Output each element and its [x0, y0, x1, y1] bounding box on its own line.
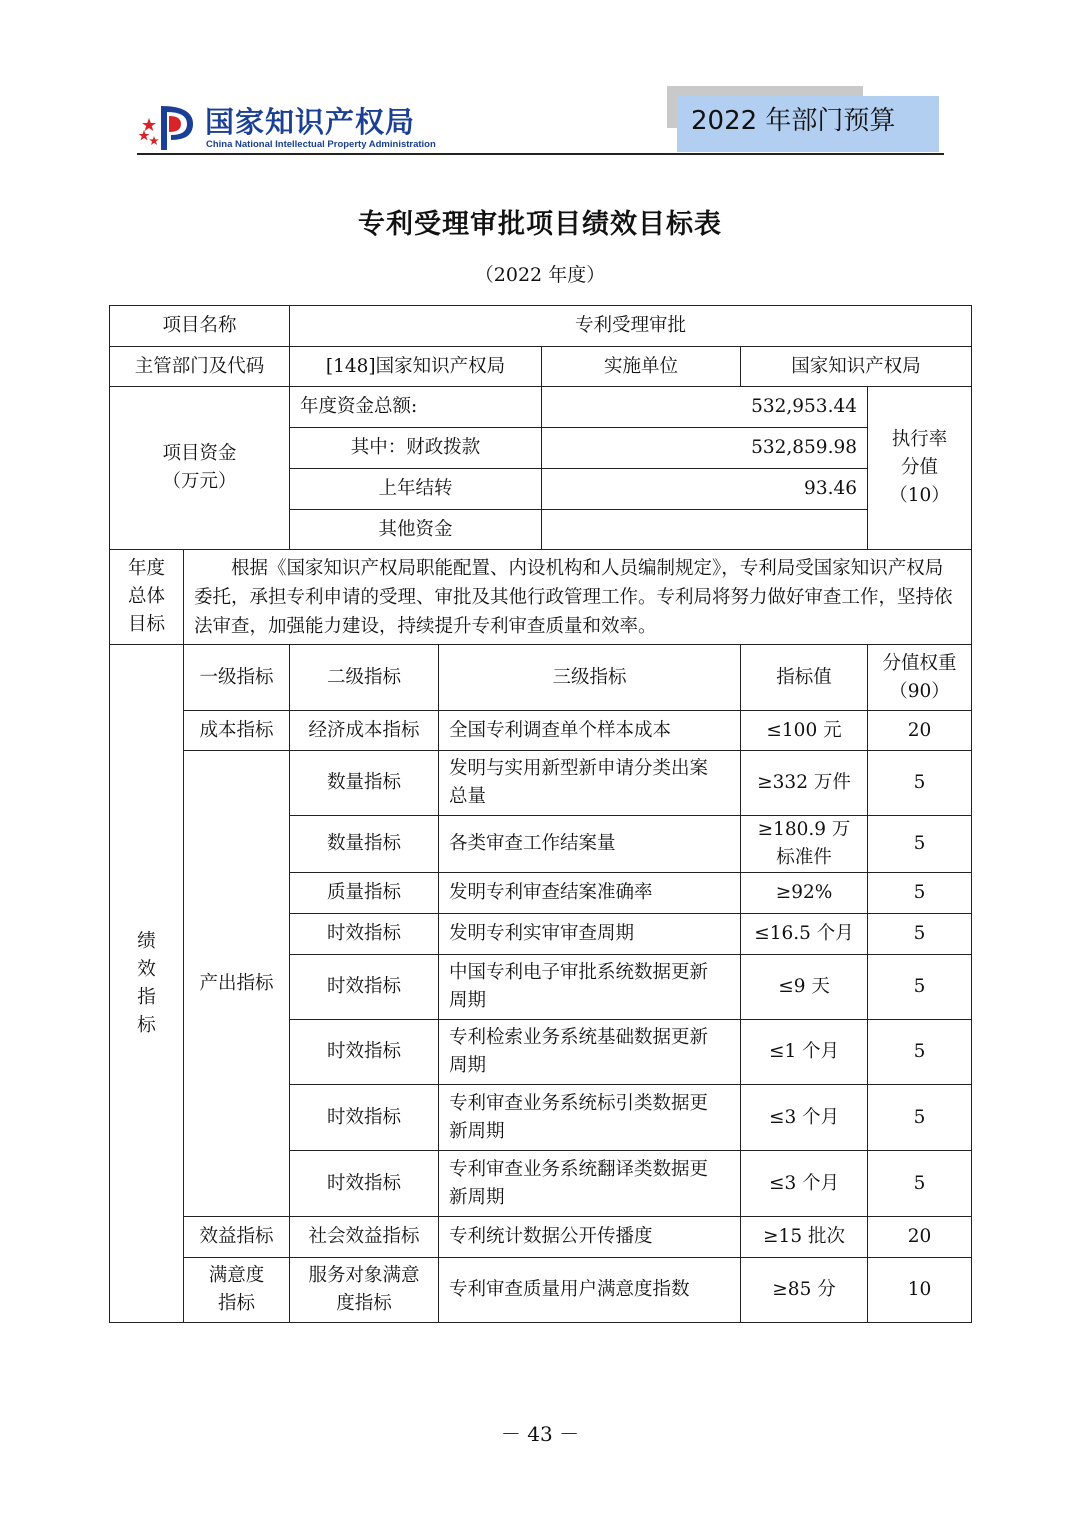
value-cell: ≥332 万件 [741, 751, 868, 816]
level2-cell: 社会效益指标 [290, 1217, 439, 1258]
value-cell [741, 816, 868, 873]
level3-line-1: 中国专利电子审批系统数据更新 [449, 962, 709, 983]
side-char-3: 指 [137, 986, 156, 1008]
value-cell: ≥85 分 [741, 1258, 868, 1323]
level3-line-2: 总量 [449, 786, 487, 807]
header-value: 指标值 [741, 645, 868, 711]
other-fund-label: 其他资金 [290, 510, 542, 550]
cnipa-logo-icon [135, 102, 199, 154]
weight-cell: 5 [868, 1151, 972, 1217]
table-row [110, 751, 972, 816]
level3-cell [439, 751, 741, 816]
level3-cell: 专利统计数据公开传播度 [439, 1217, 741, 1258]
other-fund-value [542, 510, 868, 550]
header-level2: 二级指标 [290, 645, 439, 711]
level3-line-2: 新周期 [449, 1120, 505, 1142]
header-weight [868, 645, 972, 711]
page-number: － 43 － [500, 1422, 580, 1446]
execution-rate-label: 执行率 [891, 429, 948, 450]
level3-line-2: 新周期 [449, 1186, 505, 1208]
project-name-row [110, 306, 972, 347]
level1-cell: 效益指标 [184, 1217, 290, 1258]
annual-goal-text: 根据《国家知识产权局职能配置、内设机构和人员编制规定》，专利局受国家知识产权局委托，承担专利申请的受理、审批及其他行政管理工作。专利局将努力做好审查工作，坚持依法审查，加强能力建设，持续提升专利审查质量和效率。 [184, 550, 972, 645]
level3-line-1: 专利审查业务系统标引类数据更 [449, 1092, 709, 1114]
goal-label-line-3: 目标 [127, 614, 165, 635]
table-row [110, 1217, 972, 1258]
level3-line-1: 发明与实用新型新申请分类出案 [449, 758, 709, 779]
level2-cell: 数量指标 [290, 751, 439, 816]
value-cell: ≥15 批次 [741, 1217, 868, 1258]
fiscal-label: 其中：财政拨款 [290, 428, 542, 469]
level3-cell [439, 1085, 741, 1151]
project-name-value: 专利受理审批 [290, 306, 972, 347]
fund-total-label: 年度资金总额: [290, 387, 542, 428]
carryover-label: 上年结转 [290, 469, 542, 510]
goal-label-line-1: 年度 [127, 558, 165, 579]
level1-cell [184, 1258, 290, 1323]
level2-cell: 时效指标 [290, 1151, 439, 1217]
header-level3: 三级指标 [439, 645, 741, 711]
weight-cell: 10 [868, 1258, 972, 1323]
budget-year-label: 2022 年部门预算 [677, 96, 939, 152]
value-cell: ≥92% [741, 873, 868, 914]
value-cell: ≤3 个月 [741, 1151, 868, 1217]
fund-label-unit: （万元） [162, 471, 237, 492]
department-value: [148]国家知识产权局 [290, 347, 542, 387]
carryover-value: 93.46 [542, 469, 868, 510]
header-level1: 一级指标 [184, 645, 290, 711]
value-cell: ≤1 个月 [741, 1020, 868, 1085]
level3-cell: 发明专利审查结案准确率 [439, 873, 741, 914]
annual-goal-label [110, 550, 184, 645]
level1-cell: 成本指标 [184, 711, 290, 751]
fund-total-row [110, 387, 972, 428]
level3-cell: 专利审查质量用户满意度指数 [439, 1258, 741, 1323]
level2-cell: 时效指标 [290, 914, 439, 955]
page-subtitle: （2022 年度） [474, 264, 606, 286]
page-title: 专利受理审批项目绩效目标表 [358, 209, 722, 240]
weight-cell: 5 [868, 1020, 972, 1085]
metrics-header-row [110, 645, 972, 711]
value-cell: ≤16.5 个月 [741, 914, 868, 955]
org-name-cn: 国家知识产权局 [205, 105, 416, 139]
performance-table [109, 305, 972, 1323]
level3-line-1: 专利审查业务系统翻译类数据更 [449, 1158, 709, 1180]
weight-cell: 5 [868, 1085, 972, 1151]
table-row [110, 1258, 972, 1323]
level1-line-2: 指标 [218, 1293, 256, 1314]
fiscal-value: 532,859.98 [542, 428, 868, 469]
execution-rate-score: 分值（10） [889, 457, 950, 506]
value-cell: ≤3 个月 [741, 1085, 868, 1151]
level2-cell: 时效指标 [290, 955, 439, 1020]
project-name-label: 项目名称 [110, 306, 290, 347]
level2-line-2: 度指标 [336, 1293, 392, 1314]
goal-label-line-2: 总体 [127, 586, 165, 607]
value-line-1: ≥180.9 万 [757, 819, 851, 840]
side-char-4: 标 [137, 1014, 156, 1036]
level1-cell: 产出指标 [184, 751, 290, 1217]
weight-cell: 20 [868, 1217, 972, 1258]
department-label: 主管部门及代码 [110, 347, 290, 387]
side-char-1: 绩 [137, 930, 156, 952]
level2-cell: 时效指标 [290, 1085, 439, 1151]
level2-cell [290, 1258, 439, 1323]
weight-cell: 20 [868, 711, 972, 751]
value-cell: ≤100 元 [741, 711, 868, 751]
level2-cell: 经济成本指标 [290, 711, 439, 751]
level2-cell: 质量指标 [290, 873, 439, 914]
weight-cell: 5 [868, 751, 972, 816]
department-row [110, 347, 972, 387]
level2-cell: 时效指标 [290, 1020, 439, 1085]
execution-rate-cell [868, 387, 972, 550]
weight-cell: 5 [868, 816, 972, 873]
level2-line-1: 服务对象满意 [308, 1265, 420, 1286]
header-rule [137, 153, 944, 155]
header-weight-label: 分值权重 [882, 652, 957, 674]
fund-total-value: 532,953.44 [542, 387, 868, 428]
weight-cell: 5 [868, 914, 972, 955]
fund-label-main: 项目资金 [162, 443, 237, 464]
level3-line-1: 专利检索业务系统基础数据更新 [449, 1027, 709, 1048]
value-cell: ≤9 天 [741, 955, 868, 1020]
implementer-value: 国家知识产权局 [741, 347, 972, 387]
side-char-2: 效 [137, 958, 156, 980]
weight-cell: 5 [868, 955, 972, 1020]
fund-label [110, 387, 290, 550]
header-weight-total: （90） [889, 680, 950, 702]
page-header [0, 0, 1080, 160]
table-row [110, 711, 972, 751]
value-line-2: 标准件 [776, 847, 832, 868]
level2-cell: 数量指标 [290, 816, 439, 873]
implementer-label: 实施单位 [542, 347, 741, 387]
metrics-side-label [110, 645, 184, 1323]
level3-cell: 发明专利实审审查周期 [439, 914, 741, 955]
level3-line-2: 周期 [449, 990, 487, 1011]
level3-cell [439, 1151, 741, 1217]
org-name-en: China National Intellectual Property Administration [206, 139, 436, 150]
annual-goal-row [110, 550, 972, 645]
level1-line-1: 满意度 [208, 1265, 265, 1286]
level3-cell: 各类审查工作结案量 [439, 816, 741, 873]
level3-cell [439, 1020, 741, 1085]
weight-cell: 5 [868, 873, 972, 914]
level3-cell [439, 955, 741, 1020]
level3-cell: 全国专利调查单个样本成本 [439, 711, 741, 751]
level3-line-2: 周期 [449, 1055, 487, 1076]
